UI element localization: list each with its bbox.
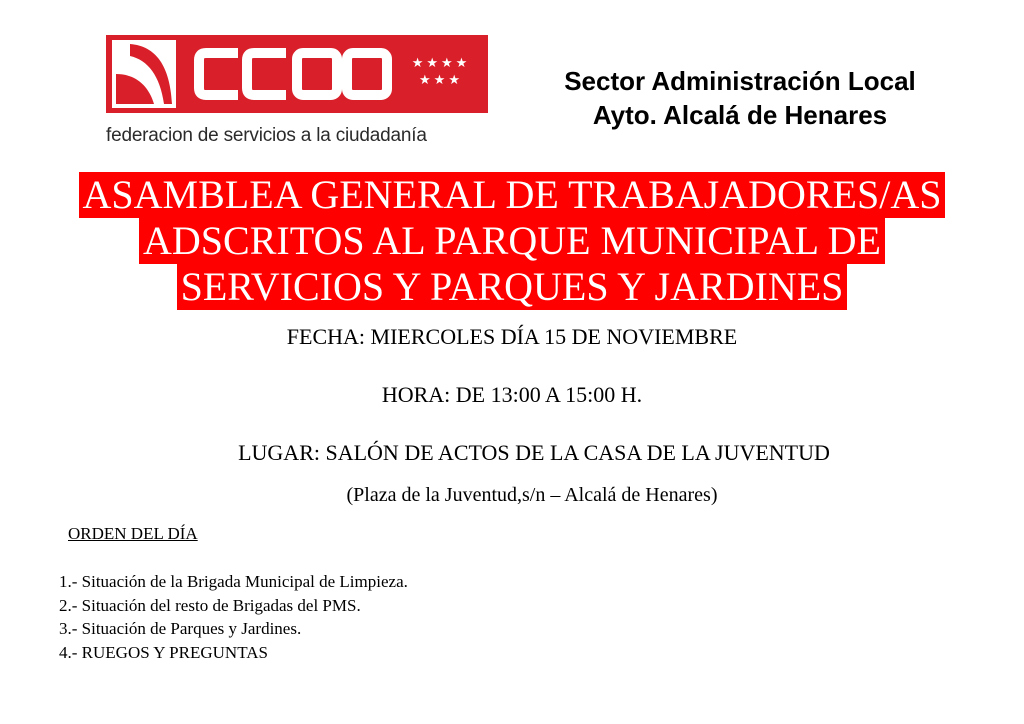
headline-line-1: ASAMBLEA GENERAL DE TRABAJADORES/AS [79,172,946,218]
list-item: 1.- Situación de la Brigada Municipal de Limpieza. [59,572,408,591]
orden-del-dia-title: ORDEN DEL DÍA [68,524,198,543]
list-item: 3.- Situación de Parques y Jardines. [59,619,302,638]
logo-tagline: federacion de servicios a la ciudadanía [106,125,427,146]
sector-line-2: Ayto. Alcalá de Henares [592,100,888,130]
orden-del-dia-list [59,570,408,664]
logo-mark-icon [112,40,176,108]
logo-box [106,35,488,113]
headline-line-2: ADSCRITOS AL PARQUE MUNICIPAL DE [139,218,885,264]
list-item: 4.- RUEGOS Y PREGUNTAS [59,642,268,662]
hora-line: HORA: DE 13:00 A 15:00 H. [381,382,643,407]
direccion-line: (Plaza de la Juventud,s/n – Alcalá de Henares) [346,484,718,506]
logo-stars: ★★★★ ★★★ [411,56,471,88]
fecha-line: FECHA: MIERCOLES DÍA 15 DE NOVIEMBRE [286,324,738,349]
list-item: 2.- Situación del resto de Brigadas del PMS. [59,595,361,615]
headline-line-3: SERVICIOS Y PARQUES Y JARDINES [177,264,848,310]
lugar-line: LUGAR: SALÓN DE ACTOS DE LA CASA DE LA JUVENTUD [238,440,830,465]
sector-heading [500,64,980,132]
assembly-headline [0,172,1024,310]
logo-wordmark [194,43,394,105]
ccoo-logo [106,35,491,147]
sector-line-1: Sector Administración Local [564,66,916,96]
